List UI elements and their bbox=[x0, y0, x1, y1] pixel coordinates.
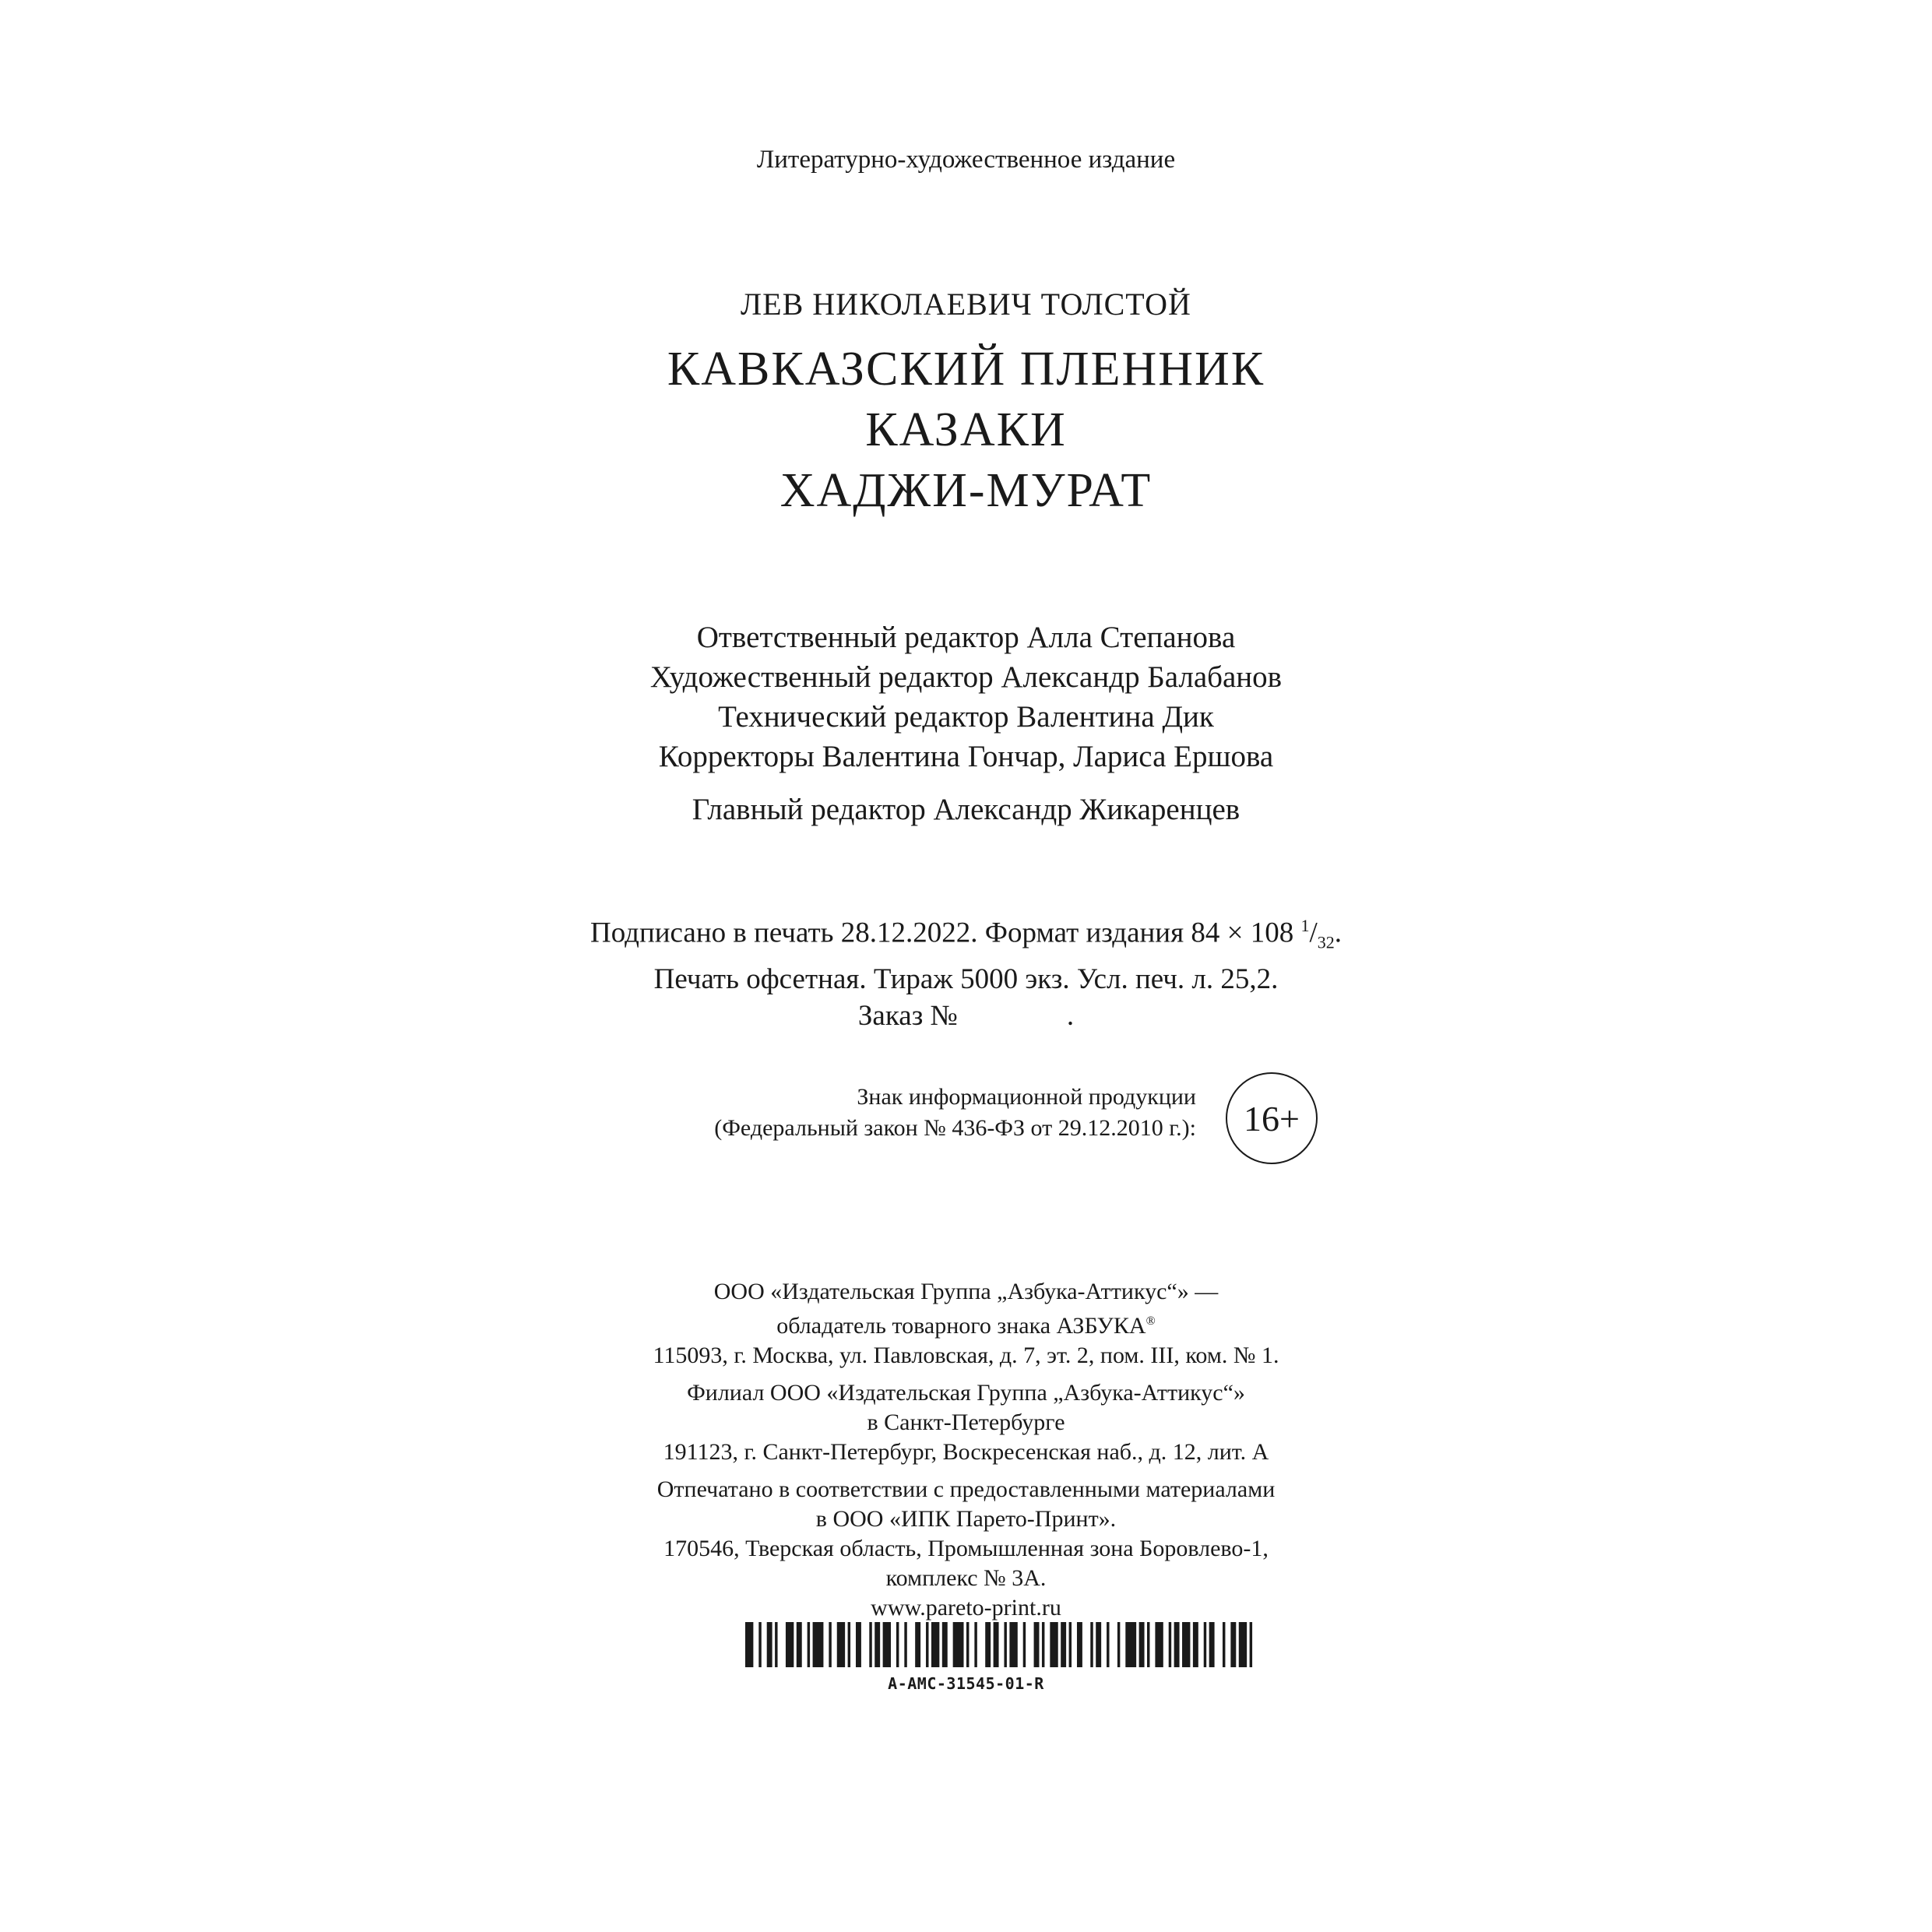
barcode-bar bbox=[974, 1622, 977, 1667]
title-3: ХАДЖИ-МУРАТ bbox=[779, 464, 1153, 517]
order-label: Заказ № bbox=[857, 999, 958, 1032]
barcode-bar bbox=[1209, 1622, 1215, 1667]
printer-line: комплекс № 3А. bbox=[885, 1565, 1047, 1591]
barcode-bar bbox=[1107, 1622, 1109, 1667]
barcode-bar bbox=[1061, 1622, 1066, 1667]
barcode-bar bbox=[915, 1622, 920, 1667]
printer-block bbox=[0, 1475, 1932, 1623]
barcode-bar bbox=[1239, 1622, 1247, 1667]
barcode-bar bbox=[1090, 1622, 1093, 1667]
fraction-denominator: 32 bbox=[1317, 932, 1335, 952]
barcode-bar bbox=[953, 1622, 964, 1667]
staff-line: Ответственный редактор Алла Степанова bbox=[696, 621, 1236, 654]
barcode-bar bbox=[1204, 1622, 1206, 1667]
barcode-bar bbox=[848, 1622, 850, 1667]
fraction-slash: / bbox=[1309, 917, 1318, 949]
barcode-bar bbox=[1139, 1622, 1145, 1667]
barcode-bar bbox=[875, 1622, 880, 1667]
rating-line-1: Знак информационной продукции bbox=[857, 1084, 1196, 1110]
barcode-bar bbox=[1050, 1622, 1057, 1667]
publisher-info bbox=[0, 1277, 1932, 1631]
barcode-bar bbox=[1182, 1622, 1190, 1667]
publisher-line: в Санкт-Петербурге bbox=[867, 1409, 1065, 1435]
barcode-bar bbox=[1077, 1622, 1082, 1667]
barcode-bar bbox=[1096, 1622, 1101, 1667]
barcode-bar bbox=[1193, 1622, 1198, 1667]
barcode-bar bbox=[1125, 1622, 1136, 1667]
publisher-line: 115093, г. Москва, ул. Павловская, д. 7, эт. 2, пом. III, ком. № 1. bbox=[653, 1343, 1279, 1368]
print-info-line-1 bbox=[0, 907, 1932, 961]
barcode-bar bbox=[966, 1622, 969, 1667]
title-2: КАЗАКИ bbox=[865, 403, 1067, 456]
barcode-bar bbox=[1250, 1622, 1252, 1667]
printer-line: 170546, Тверская область, Промышленная зона Боровлево-1, bbox=[663, 1536, 1269, 1561]
order-end: . bbox=[1066, 999, 1075, 1032]
printer-line: Отпечатано в соответствии с предоставленными материалами bbox=[656, 1476, 1276, 1502]
fraction-numerator: 1 bbox=[1300, 916, 1310, 935]
print-info bbox=[0, 907, 1932, 1034]
barcode-bar bbox=[1230, 1622, 1236, 1667]
barcode-bar bbox=[775, 1622, 777, 1667]
barcode-bar bbox=[745, 1622, 753, 1667]
barcode-bar bbox=[1117, 1622, 1120, 1667]
format-text: Подписано в печать 28.12.2022. Формат издания 84 × 108 bbox=[589, 917, 1294, 949]
barcode-bar bbox=[1174, 1622, 1180, 1667]
publisher-line: ООО «Издательская Группа „Азбука-Аттикус“» — bbox=[713, 1279, 1219, 1304]
barcode-bar bbox=[1069, 1622, 1072, 1667]
line-end: . bbox=[1334, 917, 1343, 949]
barcode-bar bbox=[829, 1622, 831, 1667]
barcode-bar bbox=[1169, 1622, 1171, 1667]
chief-editor: Главный редактор Александр Жикаренцев bbox=[692, 793, 1240, 826]
barcode-bar bbox=[837, 1622, 845, 1667]
age-rating-text bbox=[714, 1082, 1196, 1144]
barcode-bar bbox=[813, 1622, 824, 1667]
barcode-bar bbox=[994, 1622, 999, 1667]
publisher-block-main bbox=[0, 1277, 1932, 1371]
barcode-bar bbox=[797, 1622, 802, 1667]
age-rating-value: 16+ bbox=[1244, 1098, 1300, 1138]
registered-mark: ® bbox=[1145, 1314, 1156, 1328]
printer-line: в ООО «ИПК Парето-Принт». bbox=[815, 1506, 1117, 1532]
barcode-bar bbox=[1155, 1622, 1163, 1667]
barcode-bar bbox=[896, 1622, 899, 1667]
barcode-bar bbox=[869, 1622, 871, 1667]
barcode-bar bbox=[931, 1622, 939, 1667]
rating-line-2: (Федеральный закон № 436-ФЗ от 29.12.2010 г.): bbox=[714, 1115, 1196, 1141]
editorial-staff bbox=[0, 618, 1932, 776]
publisher-line: 191123, г. Санкт-Петербург, Воскресенская наб., д. 12, лит. А bbox=[663, 1439, 1269, 1465]
print-info-line-2: Печать офсетная. Тираж 5000 экз. Усл. печ. л. 25,2. bbox=[653, 962, 1279, 995]
barcode-bar bbox=[883, 1622, 891, 1667]
book-titles bbox=[0, 339, 1932, 521]
barcode-bar bbox=[1223, 1622, 1225, 1667]
author-name: ЛЕВ НИКОЛАЕВИЧ ТОЛСТОЙ bbox=[741, 287, 1191, 322]
title-1: КАВКАЗСКИЙ ПЛЕННИК bbox=[667, 343, 1265, 396]
staff-line: Художественный редактор Александр Балабанов bbox=[649, 660, 1283, 694]
barcode-bar bbox=[942, 1622, 948, 1667]
age-rating-badge bbox=[1226, 1072, 1318, 1164]
barcode-bar bbox=[1004, 1622, 1006, 1667]
barcode-bar bbox=[1023, 1622, 1026, 1667]
publisher-block-branch bbox=[0, 1378, 1932, 1467]
barcode-bar bbox=[856, 1622, 861, 1667]
publisher-line: Филиал ООО «Издательская Группа „Азбука-Аттикус“» bbox=[687, 1380, 1245, 1406]
staff-line: Корректоры Валентина Гончар, Лариса Ершова bbox=[658, 740, 1274, 773]
barcode-bar bbox=[1042, 1622, 1044, 1667]
barcode-bar bbox=[1009, 1622, 1017, 1667]
barcode-code: A-AMC-31545-01-R bbox=[888, 1674, 1044, 1693]
edition-type: Литературно-художественное издание bbox=[756, 146, 1176, 174]
barcode-bar bbox=[985, 1622, 991, 1667]
barcode-bar bbox=[1034, 1622, 1040, 1667]
barcode-bar bbox=[808, 1622, 810, 1667]
publisher-line: обладатель товарного знака АЗБУКА® bbox=[776, 1313, 1156, 1339]
barcode-bar bbox=[904, 1622, 906, 1667]
order-number-line bbox=[0, 998, 1932, 1034]
barcode-bar bbox=[758, 1622, 761, 1667]
staff-line: Технический редактор Валентина Дик bbox=[718, 700, 1214, 734]
barcode-bar bbox=[1147, 1622, 1149, 1667]
barcode-image bbox=[745, 1622, 1258, 1667]
barcode-bar bbox=[786, 1622, 794, 1667]
printer-website: www.pareto-print.ru bbox=[871, 1595, 1061, 1621]
barcode-bar bbox=[926, 1622, 928, 1667]
barcode-bar bbox=[767, 1622, 772, 1667]
